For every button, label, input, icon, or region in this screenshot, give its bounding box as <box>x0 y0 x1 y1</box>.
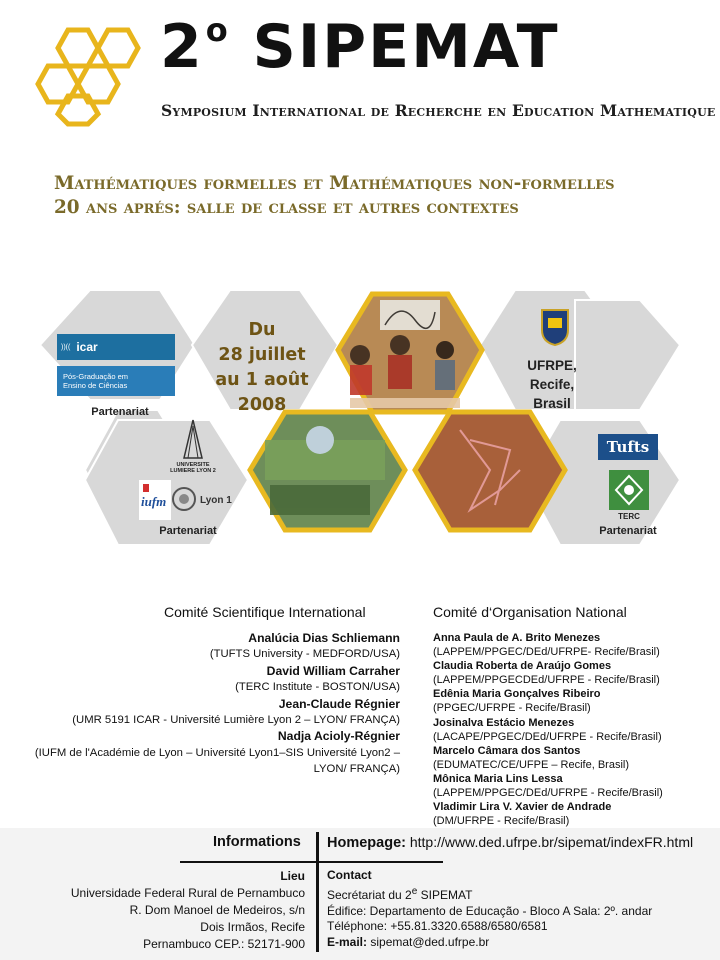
member-name: David William Carraher <box>266 663 400 678</box>
terc-label: TERC <box>618 512 640 521</box>
lyon1-logo <box>172 484 242 514</box>
symposium-theme: Mathématiques formelles et Mathématiques non-formelles 20 ans aprés: salle de classe et autres contextes <box>54 173 615 218</box>
event-subtitle: Symposium International de Recherche en Education Mathematique <box>161 101 716 120</box>
member-name: Analúcia Dias Schliemann <box>248 631 400 645</box>
event-dates: Du 28 juillet au 1 août 2008 <box>215 320 309 415</box>
partner-label: Partenariat <box>91 406 149 418</box>
member-affiliation: (LAPPEM/PPGECDEd/UFRPE - Recife/Brasil) <box>433 674 660 687</box>
member-affiliation: (LAPPEM/PPGEC/DEd/UFRPE - Recife/Brasil) <box>433 787 663 800</box>
homepage-link[interactable]: http://www.ded.ufrpe.br/sipemat/indexFR.html <box>409 834 694 850</box>
member-name: Vladimir Lira V. Xavier de Andrade <box>433 801 612 814</box>
terc-logo <box>609 470 649 510</box>
email-link[interactable]: sipemat@ded.ufrpe.br <box>367 935 490 950</box>
universite-lumiere-label: UNIVERSITE LUMIERE LYON 2 <box>170 462 216 474</box>
organising-committee-list <box>433 631 718 828</box>
organising-committee-title: Comité d‘Organisation National <box>433 604 627 620</box>
iufm-logo <box>139 480 171 520</box>
partner-label: Partenariat <box>599 525 657 537</box>
member-affiliation: (DM/UFRPE - Recife/Brasil) <box>433 815 570 828</box>
svg-text:Lyon 1: Lyon 1 <box>200 495 232 506</box>
icar-logo: ))(( icar <box>57 334 175 360</box>
member-affiliation: (LACAPE/PPGEC/DEd/UFRPE - Recife/Brasil) <box>433 730 662 743</box>
footer-divider-vertical <box>316 832 319 952</box>
scientific-committee-list <box>28 630 400 778</box>
member-name: Marcelo Câmara dos Santos <box>433 744 581 757</box>
tufts-logo: Tufts <box>598 434 658 460</box>
member-name: Anna Paula de A. Brito Menezes <box>433 632 601 644</box>
partner-label: Partenariat <box>159 525 217 537</box>
sipemat-hexagon-logo <box>22 22 152 132</box>
member-affiliation: (LAPPEM/PPGEC/DEd/UFRPE- Recife/Brasil) <box>433 646 660 659</box>
member-name: Josinalva Estácio Menezes <box>433 716 575 729</box>
footer-divider-horizontal <box>180 861 443 863</box>
member-affiliation: (EDUMATEC/CE/UFPE – Recife, Brasil) <box>433 758 629 771</box>
svg-text:iufm: iufm <box>141 494 167 509</box>
event-title: 2$^o$ SIPEMAT <box>160 11 560 82</box>
member-name: Jean-Claude Régnier <box>278 696 400 711</box>
member-affiliation: (IUFM de l'Académie de Lyon – Université Lyon1–SIS Université Lyon2 – LYON/ FRANÇA) <box>34 746 400 776</box>
ufrpe-crest-icon <box>540 308 570 346</box>
member-name: Mônica Maria Lins Lessa <box>433 772 563 785</box>
contact-block: Contact Secrétariat du 2e SIPEMAT Édifice: Departamento de Educação - Bloco A Sala: 2º. andar Téléphone: +55.81.3320.6588/6580/6581 E-mail: sipemat@ded.ufrpe.br <box>327 868 653 950</box>
venue: UFRPE, Recife, Brasil <box>527 358 577 411</box>
member-affiliation: (TERC Institute - BOSTON/USA) <box>235 681 400 694</box>
location-block: Lieu Universidade Federal Rural de Pernambuco R. Dom Manoel de Medeiros, s/n Dois Irmãos, Recife Pernambuco CEP.: 52171-900 <box>70 869 305 951</box>
member-name: Edênia Maria Gonçalves Ribeiro <box>433 688 601 701</box>
informations-heading: Informations <box>213 834 301 850</box>
scientific-committee-title: Comité Scientifique International <box>164 604 366 620</box>
member-name: Claudia Roberta de Araújo Gomes <box>433 660 612 673</box>
member-name: Nadja Acioly-Régnier <box>277 729 400 744</box>
homepage-line: Homepage: http://www.ded.ufrpe.br/sipemat/indexFR.html <box>327 834 694 851</box>
member-affiliation: (PPGEC/UFRPE - Recife/Brasil) <box>433 702 591 715</box>
posgrad-logo: Pós-Graduação em Ensino de Ciências <box>57 366 175 396</box>
member-affiliation: (UMR 5191 ICAR - Université Lumière Lyon 2 – LYON/ FRANÇA) <box>72 714 400 727</box>
member-affiliation: (TUFTS University - MEDFORD/USA) <box>209 648 400 661</box>
